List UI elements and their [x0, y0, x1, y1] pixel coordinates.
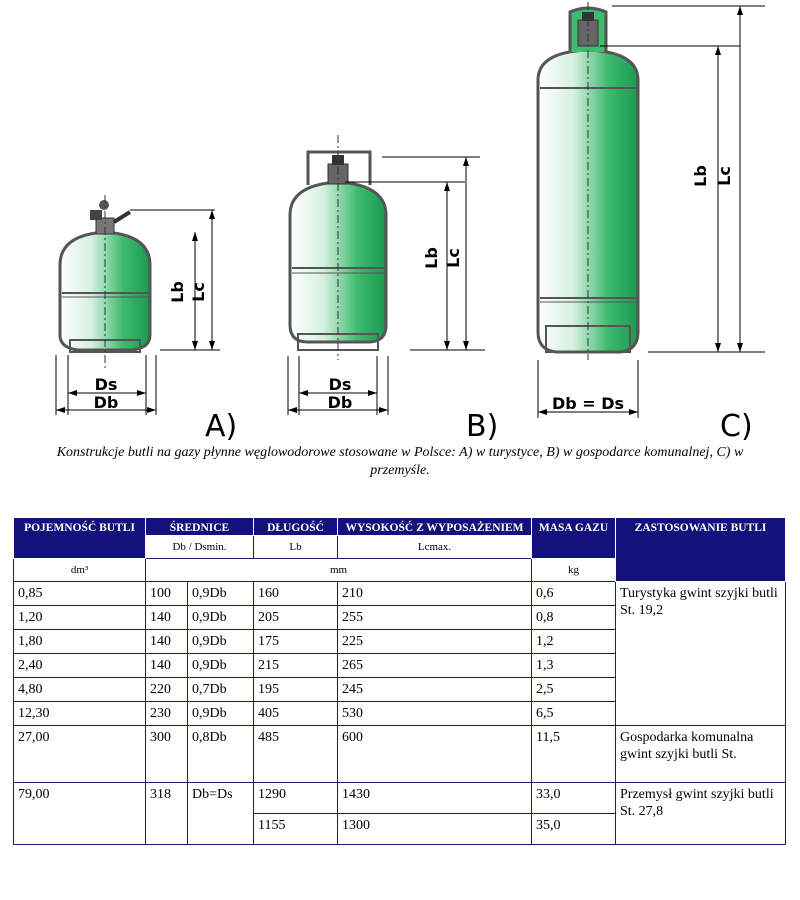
cell-db: 318: [146, 783, 188, 845]
cylinder-b-lb-label: Lb: [422, 247, 441, 269]
cell-capacity: 4,80: [14, 678, 146, 702]
cell-capacity: 0,85: [14, 582, 146, 606]
usage-municipal: Gospodarka komunalna gwint szyjki butli St.: [616, 726, 786, 783]
subheader-height: Lcmax.: [338, 536, 532, 559]
cell-lc: 1430: [338, 783, 532, 814]
cell-db: 140: [146, 630, 188, 654]
cell-db: 300: [146, 726, 188, 783]
cell-lc: 245: [338, 678, 532, 702]
cylinders-figure: [0, 0, 800, 440]
cell-mass: 0,8: [532, 606, 616, 630]
cell-lc: 225: [338, 630, 532, 654]
cell-ds: 0,7Db: [188, 678, 254, 702]
cell-mass: 6,5: [532, 702, 616, 726]
cylinder-a-caption-letter: A): [205, 409, 238, 440]
subheader-diameters: Db / Dsmin.: [146, 536, 254, 559]
cell-capacity: 12,30: [14, 702, 146, 726]
cylinder-a-db-label: Db: [93, 393, 119, 412]
header-mass: MASA GAZU: [532, 518, 616, 559]
cell-lc: 210: [338, 582, 532, 606]
subheader-length: Lb: [254, 536, 338, 559]
cell-ds: Db=Ds: [188, 783, 254, 845]
cylinder-a-lc-label: Lc: [189, 282, 208, 302]
cylinder-a-valve: [90, 200, 130, 234]
table-row: [14, 726, 786, 783]
cell-db: 100: [146, 582, 188, 606]
usage-tourism: Turystyka gwint szyjki butli St. 19,2: [616, 582, 786, 726]
cylinder-c-lc-label: Lc: [715, 166, 734, 186]
cell-mass: 2,5: [532, 678, 616, 702]
cell-lc: 1300: [338, 814, 532, 845]
table-row: [14, 582, 786, 606]
unit-dims: mm: [146, 559, 532, 582]
cylinder-b-caption-letter: B): [466, 409, 499, 440]
cell-capacity: 2,40: [14, 654, 146, 678]
cell-lb: 175: [254, 630, 338, 654]
header-capacity: POJEMNOŚĆ BUTLI: [14, 518, 146, 559]
cell-mass: 1,2: [532, 630, 616, 654]
cell-ds: 0,9Db: [188, 582, 254, 606]
cylinder-b: [288, 135, 498, 440]
table-row: [14, 783, 786, 814]
cylinder-specs-table: [13, 517, 786, 845]
cell-mass: 35,0: [532, 814, 616, 845]
cylinder-b-lc-label: Lc: [444, 248, 463, 268]
cylinder-a-lb-label: Lb: [168, 281, 187, 303]
header-diameters: ŚREDNICE: [146, 518, 254, 536]
cell-lb: 1290: [254, 783, 338, 814]
cell-lb: 215: [254, 654, 338, 678]
cell-ds: 0,9Db: [188, 606, 254, 630]
cylinder-a: [56, 195, 237, 440]
cell-db: 140: [146, 654, 188, 678]
cell-mass: 11,5: [532, 726, 616, 783]
cylinder-c-lb-label: Lb: [691, 165, 710, 187]
cell-lc: 600: [338, 726, 532, 783]
cell-lb: 405: [254, 702, 338, 726]
cylinder-c-db-label: Db = Ds: [551, 394, 625, 413]
cylinder-a-ds-label: Ds: [94, 375, 118, 394]
cell-mass: 1,3: [532, 654, 616, 678]
usage-industry: Przemysł gwint szyjki butli St. 27,8: [616, 783, 786, 845]
unit-capacity: dm³: [14, 559, 146, 582]
cylinder-c: [538, 2, 765, 440]
cell-db: 140: [146, 606, 188, 630]
header-usage: ZASTOSOWANIE BUTLI: [616, 518, 786, 582]
cell-db: 220: [146, 678, 188, 702]
cylinder-b-ds-label: Ds: [328, 375, 352, 394]
cell-db: 230: [146, 702, 188, 726]
cell-capacity: 1,20: [14, 606, 146, 630]
cell-ds: 0,9Db: [188, 702, 254, 726]
cell-lb: 485: [254, 726, 338, 783]
cell-capacity: 1,80: [14, 630, 146, 654]
unit-mass: kg: [532, 559, 616, 582]
cell-capacity: 27,00: [14, 726, 146, 783]
cylinder-b-db-label: Db: [327, 393, 353, 412]
cell-ds: 0,8Db: [188, 726, 254, 783]
header-height: WYSOKOŚĆ Z WYPOSAŻENIEM: [338, 518, 532, 536]
cell-lb: 1155: [254, 814, 338, 845]
cell-ds: 0,9Db: [188, 630, 254, 654]
cell-lc: 530: [338, 702, 532, 726]
header-length: DŁUGOŚĆ: [254, 518, 338, 536]
cell-ds: 0,9Db: [188, 654, 254, 678]
cell-lb: 160: [254, 582, 338, 606]
cell-lb: 195: [254, 678, 338, 702]
cell-lc: 265: [338, 654, 532, 678]
cell-capacity: 79,00: [14, 783, 146, 845]
figure-caption: Konstrukcje butli na gazy płynne węglowodorowe stosowane w Polsce: A) w turystyce, B) w gospodarce komunalnej, C) w przemyśle.: [56, 445, 744, 478]
cell-lb: 205: [254, 606, 338, 630]
cell-mass: 0,6: [532, 582, 616, 606]
cell-mass: 33,0: [532, 783, 616, 814]
cell-lc: 255: [338, 606, 532, 630]
cylinder-c-caption-letter: C): [720, 409, 753, 440]
